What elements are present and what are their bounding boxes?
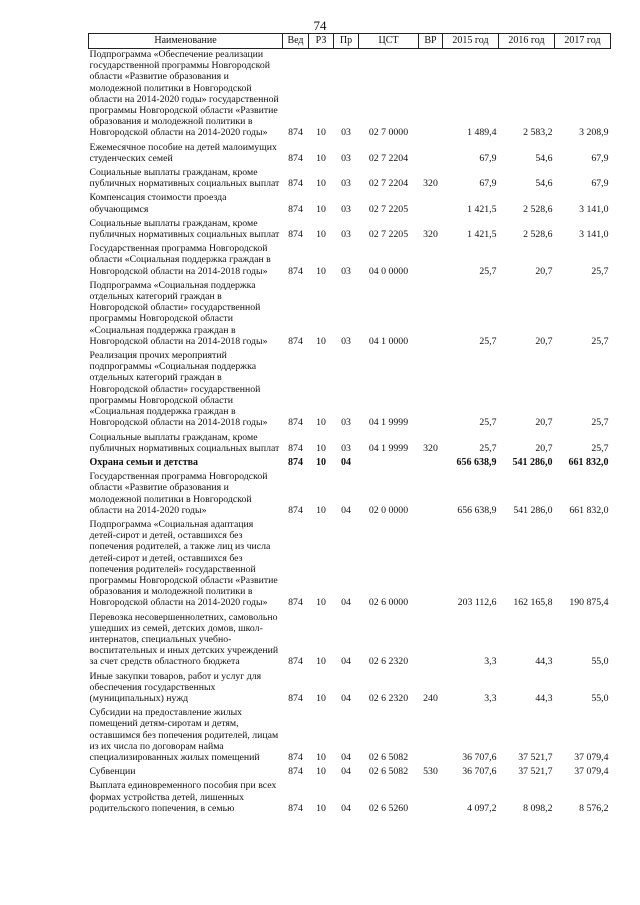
row-amount-2016: 541 286,0 bbox=[513, 504, 553, 516]
row-name: Компенсация стоимости проезда обучающимся bbox=[89, 192, 227, 215]
row-rz: 10 bbox=[316, 335, 326, 347]
row-pr: 04 bbox=[341, 766, 351, 778]
row-amount-2015: 36 707,6 bbox=[462, 751, 497, 763]
row-cst: 02 6 5260 bbox=[368, 802, 409, 814]
row-cst: 02 6 0000 bbox=[368, 597, 409, 609]
row-name: Социальные выплаты гражданам, кроме публичных нормативных социальных выплат bbox=[89, 167, 280, 190]
row-vr bbox=[419, 142, 443, 167]
row-vr bbox=[419, 49, 443, 142]
row-amount-2015: 3,3 bbox=[484, 692, 497, 704]
header-pr: Пр bbox=[334, 34, 359, 49]
row-rz: 10 bbox=[316, 692, 326, 704]
row-name: Охрана семьи и детства bbox=[89, 456, 199, 468]
header-ved: Вед bbox=[283, 34, 309, 49]
table-header-row bbox=[89, 34, 611, 49]
row-amount-2017: 55,0 bbox=[591, 692, 609, 704]
row-amount-2016: 162 165,8 bbox=[513, 597, 553, 609]
row-amount-2017: 67,9 bbox=[591, 152, 609, 164]
row-rz: 10 bbox=[316, 417, 326, 429]
row-name: Подпрограмма «Обеспечение реализации государственной программы Новгородской области «Развитие образования и молодежной политики в Новгородской области на 2014-2020 годы» государственной программы Новгородской области «Развитие образования и молодежной политики в Новгородской области на 2014-2020 годы» bbox=[89, 49, 279, 139]
row-vr bbox=[419, 707, 443, 766]
budget-table bbox=[88, 33, 611, 817]
row-amount-2015: 203 112,6 bbox=[457, 597, 497, 609]
table-row bbox=[89, 218, 611, 243]
header-2017: 2017 год bbox=[555, 34, 611, 49]
row-pr: 04 bbox=[341, 504, 351, 516]
table-row bbox=[89, 471, 611, 519]
row-cst bbox=[359, 457, 419, 471]
row-pr: 03 bbox=[341, 203, 351, 215]
row-rz: 10 bbox=[316, 265, 326, 277]
row-cst: 02 7 2204 bbox=[368, 178, 409, 190]
row-amount-2016: 20,7 bbox=[535, 442, 553, 454]
row-name: Подпрограмма «Социальная адаптация детей-сирот и детей, оставшихся без попечения родителей, а также лиц из числа детей-сирот и детей, оставшихся без попечения родителей» государственной программы Новгородской области «Развитие образования и молодежной политики в Новгородской области на 2014-2020 годы» bbox=[89, 518, 278, 609]
table-row bbox=[89, 766, 611, 780]
row-rz: 10 bbox=[316, 766, 326, 778]
row-cst: 02 6 5082 bbox=[368, 751, 409, 763]
row-amount-2015: 67,9 bbox=[479, 178, 497, 190]
row-rz: 10 bbox=[316, 178, 326, 190]
row-vr bbox=[419, 471, 443, 519]
row-rz: 10 bbox=[316, 751, 326, 763]
row-amount-2016: 37 521,7 bbox=[518, 751, 553, 763]
table-row bbox=[89, 519, 611, 612]
row-amount-2016: 44,3 bbox=[535, 656, 553, 668]
row-vr bbox=[419, 280, 443, 350]
row-amount-2016: 2 528,6 bbox=[523, 229, 553, 241]
row-rz: 10 bbox=[316, 229, 326, 241]
row-cst: 02 7 2205 bbox=[368, 229, 409, 241]
row-pr: 03 bbox=[341, 178, 351, 190]
row-pr: 03 bbox=[341, 335, 351, 347]
row-pr: 04 bbox=[341, 597, 351, 609]
table-row bbox=[89, 671, 611, 708]
row-pr: 04 bbox=[341, 802, 351, 814]
row-rz: 10 bbox=[316, 802, 326, 814]
row-amount-2016: 20,7 bbox=[535, 335, 553, 347]
row-amount-2017: 37 079,4 bbox=[574, 751, 609, 763]
row-ved: 874 bbox=[288, 203, 303, 215]
table-row bbox=[89, 49, 611, 142]
row-amount-2015: 3,3 bbox=[484, 656, 497, 668]
row-cst: 02 7 2205 bbox=[368, 203, 409, 215]
row-pr: 03 bbox=[341, 417, 351, 429]
row-ved: 874 bbox=[288, 265, 303, 277]
row-ved: 874 bbox=[288, 417, 303, 429]
row-amount-2017: 3 141,0 bbox=[579, 203, 609, 215]
row-rz: 10 bbox=[316, 456, 326, 468]
row-ved: 874 bbox=[288, 802, 303, 814]
row-amount-2015: 25,7 bbox=[479, 417, 497, 429]
row-pr: 04 bbox=[341, 751, 351, 763]
row-amount-2015: 1 421,5 bbox=[467, 229, 497, 241]
row-pr: 03 bbox=[341, 442, 351, 454]
row-vr bbox=[419, 243, 443, 280]
header-name: Наименование bbox=[89, 34, 283, 49]
row-name: Субвенции bbox=[89, 766, 136, 778]
row-amount-2015: 4 097,2 bbox=[467, 802, 497, 814]
page-number: 74 bbox=[313, 18, 327, 33]
row-amount-2015: 25,7 bbox=[479, 335, 497, 347]
row-name: Государственная программа Новгородской области «Развитие образования и молодежной политики в Новгородской области на 2014-2020 годы» bbox=[89, 471, 268, 516]
row-amount-2016: 8 098,2 bbox=[523, 802, 553, 814]
row-amount-2016: 44,3 bbox=[535, 692, 553, 704]
row-amount-2017: 3 141,0 bbox=[579, 229, 609, 241]
row-vr: 240 bbox=[423, 692, 438, 704]
table-row bbox=[89, 243, 611, 280]
row-amount-2015: 36 707,6 bbox=[462, 766, 497, 778]
row-ved: 874 bbox=[288, 766, 303, 778]
row-ved: 874 bbox=[288, 456, 303, 468]
row-cst: 04 1 9999 bbox=[368, 442, 409, 454]
row-cst: 04 1 9999 bbox=[368, 417, 409, 429]
table-row bbox=[89, 612, 611, 671]
row-amount-2015: 1 421,5 bbox=[467, 203, 497, 215]
row-rz: 10 bbox=[316, 597, 326, 609]
row-amount-2016: 54,6 bbox=[535, 152, 553, 164]
row-name: Реализация прочих мероприятий подпрограммы «Социальная поддержка отдельных категорий граждан в Новгородской области» государственной программы Новгородской области «Социальная поддержка граждан в Новгородской области на 2014-2018 годы» bbox=[89, 350, 268, 429]
table-row bbox=[89, 457, 611, 471]
row-ved: 874 bbox=[288, 127, 303, 139]
row-rz: 10 bbox=[316, 656, 326, 668]
row-name: Подпрограмма «Социальная поддержка отдельных категорий граждан в Новгородской области» государственной программы Новгородской области «Социальная поддержка граждан в Новгородской области на 2014-2018 годы» bbox=[89, 279, 268, 347]
table-row bbox=[89, 167, 611, 192]
row-ved: 874 bbox=[288, 152, 303, 164]
row-name: Перевозка несовершеннолетних, самовольно ушедших из семей, детских домов, школ-интернатов, специальных учебно-воспитательных и иных детских учреждений за счет средств областного бюджета bbox=[89, 611, 279, 668]
table-row bbox=[89, 780, 611, 817]
row-pr: 03 bbox=[341, 152, 351, 164]
row-amount-2015: 1 489,4 bbox=[467, 127, 497, 139]
table-row bbox=[89, 707, 611, 766]
row-ved: 874 bbox=[288, 751, 303, 763]
table-row bbox=[89, 280, 611, 350]
row-cst: 04 0 0000 bbox=[368, 265, 409, 277]
row-amount-2016: 37 521,7 bbox=[518, 766, 553, 778]
row-vr: 530 bbox=[423, 766, 438, 778]
row-amount-2015: 67,9 bbox=[479, 152, 497, 164]
row-amount-2017: 25,7 bbox=[591, 265, 609, 277]
row-amount-2016: 2 528,6 bbox=[523, 203, 553, 215]
row-cst: 02 7 0000 bbox=[368, 127, 409, 139]
row-ved: 874 bbox=[288, 229, 303, 241]
row-amount-2017: 37 079,4 bbox=[574, 766, 609, 778]
row-cst: 04 1 0000 bbox=[368, 335, 409, 347]
row-amount-2017: 190 875,4 bbox=[569, 597, 609, 609]
row-cst: 02 6 5082 bbox=[368, 766, 409, 778]
header-2016: 2016 год bbox=[499, 34, 555, 49]
header-2015: 2015 год bbox=[443, 34, 499, 49]
row-pr: 04 bbox=[341, 656, 351, 668]
row-name: Государственная программа Новгородской области «Социальная поддержка граждан в Новгородской области на 2014-2018 годы» bbox=[89, 243, 271, 277]
row-vr: 320 bbox=[423, 229, 438, 241]
row-name: Субсидии на предоставление жилых помещений детям-сиротам и детям, оставшимся без попечения родителей, лицам из их числа по договорам найма специализированных жилых помещений bbox=[89, 707, 279, 763]
row-amount-2017: 25,7 bbox=[591, 442, 609, 454]
row-ved: 874 bbox=[288, 656, 303, 668]
row-rz: 10 bbox=[316, 152, 326, 164]
row-vr: 320 bbox=[423, 178, 438, 190]
row-amount-2016: 20,7 bbox=[535, 265, 553, 277]
row-ved: 874 bbox=[288, 178, 303, 190]
row-ved: 874 bbox=[288, 597, 303, 609]
row-amount-2015: 656 638,9 bbox=[456, 456, 497, 468]
row-ved: 874 bbox=[288, 442, 303, 454]
row-amount-2016: 20,7 bbox=[535, 417, 553, 429]
row-cst: 02 6 2320 bbox=[368, 692, 409, 704]
row-vr bbox=[419, 350, 443, 431]
row-cst: 02 0 0000 bbox=[368, 504, 409, 516]
row-rz: 10 bbox=[316, 203, 326, 215]
row-name: Социальные выплаты гражданам, кроме публичных нормативных социальных выплат bbox=[89, 217, 280, 241]
row-amount-2017: 55,0 bbox=[591, 656, 609, 668]
row-rz: 10 bbox=[316, 442, 326, 454]
row-amount-2015: 25,7 bbox=[479, 265, 497, 277]
row-amount-2016: 2 583,2 bbox=[523, 127, 553, 139]
row-name: Социальные выплаты гражданам, кроме публичных нормативных социальных выплат bbox=[89, 431, 280, 454]
row-pr: 03 bbox=[341, 229, 351, 241]
row-pr: 03 bbox=[341, 127, 351, 139]
row-vr bbox=[419, 457, 443, 471]
header-vr: ВР bbox=[419, 34, 443, 49]
row-amount-2015: 25,7 bbox=[479, 442, 497, 454]
row-pr: 03 bbox=[341, 265, 351, 277]
row-amount-2017: 661 832,0 bbox=[568, 456, 609, 468]
row-amount-2016: 54,6 bbox=[535, 178, 553, 190]
row-ved: 874 bbox=[288, 504, 303, 516]
row-amount-2017: 25,7 bbox=[591, 335, 609, 347]
row-amount-2015: 656 638,9 bbox=[457, 504, 497, 516]
header-cst: ЦСТ bbox=[359, 34, 419, 49]
row-amount-2016: 541 286,0 bbox=[512, 456, 553, 468]
row-amount-2017: 8 576,2 bbox=[579, 802, 609, 814]
row-rz: 10 bbox=[316, 127, 326, 139]
row-rz: 10 bbox=[316, 504, 326, 516]
row-amount-2017: 67,9 bbox=[591, 178, 609, 190]
row-vr bbox=[419, 780, 443, 817]
table-row bbox=[89, 142, 611, 167]
row-vr bbox=[419, 519, 443, 612]
table-row bbox=[89, 350, 611, 431]
row-ved: 874 bbox=[288, 692, 303, 704]
table-row bbox=[89, 432, 611, 457]
row-cst: 02 6 2320 bbox=[368, 656, 409, 668]
header-rz: РЗ bbox=[309, 34, 334, 49]
row-pr: 04 bbox=[341, 456, 351, 468]
row-ved: 874 bbox=[288, 335, 303, 347]
row-name: Ежемесячное пособие на детей малоимущих студенческих семей bbox=[89, 141, 277, 164]
row-amount-2017: 661 832,0 bbox=[569, 504, 609, 516]
row-vr: 320 bbox=[423, 442, 438, 454]
row-amount-2017: 3 208,9 bbox=[579, 127, 609, 139]
row-amount-2017: 25,7 bbox=[591, 417, 609, 429]
row-vr bbox=[419, 612, 443, 671]
row-name: Выплата единовременного пособия при всех формах устройства детей, лишенных родительского попечения, в семью bbox=[89, 780, 277, 814]
row-cst: 02 7 2204 bbox=[368, 152, 409, 164]
row-name: Иные закупки товаров, работ и услуг для обеспечения государственных (муниципальных) нужд bbox=[89, 670, 262, 704]
row-pr: 04 bbox=[341, 692, 351, 704]
table-row bbox=[89, 192, 611, 217]
row-vr bbox=[419, 192, 443, 217]
